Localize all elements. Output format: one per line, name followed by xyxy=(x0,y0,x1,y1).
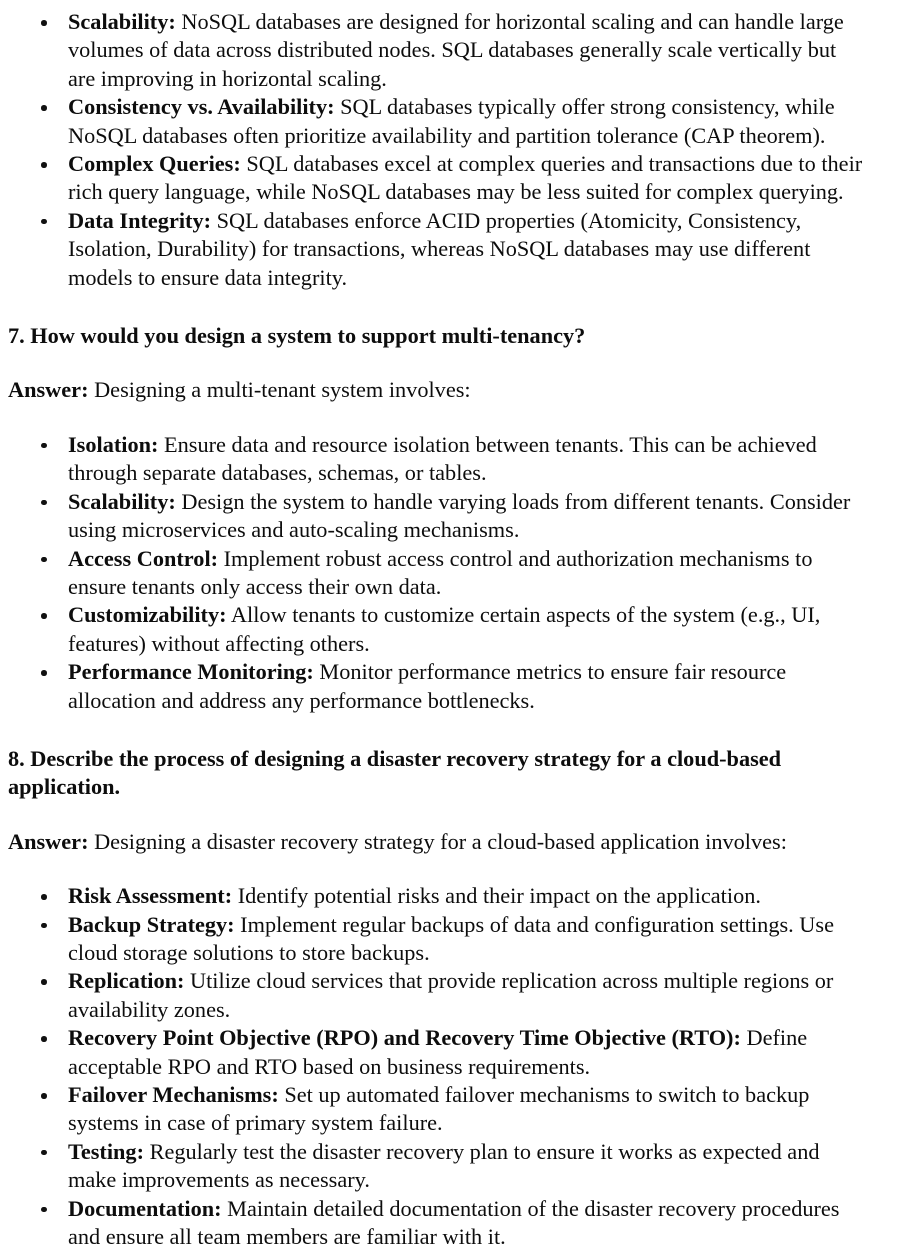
list-item xyxy=(0,207,912,292)
question-7-answer xyxy=(0,376,912,404)
bullet-text: Monitor performance metrics to ensure fair resource allocation and address any performance bottlenecks. xyxy=(68,659,787,713)
bullet-term: Access Control: xyxy=(68,545,219,571)
section-gap xyxy=(0,715,912,745)
list-item xyxy=(0,8,912,93)
bullet-term: Performance Monitoring: xyxy=(68,659,314,685)
bullet-term: Failover Mechanisms: xyxy=(68,1082,279,1107)
bullet-term: Isolation: xyxy=(68,431,159,457)
bullet-term: Customizability: xyxy=(68,602,227,628)
answer-label: Answer: xyxy=(8,377,89,403)
sql-nosql-bullet-list xyxy=(0,8,912,292)
list-item xyxy=(0,150,912,207)
list-item xyxy=(0,658,912,715)
list-item xyxy=(0,882,912,910)
bullet-text: NoSQL databases are designed for horizontal scaling and can handle large volumes of data across distributed nodes. SQL databases generally scale vertically but are improving in horizontal scaling. xyxy=(68,9,844,91)
bullet-term: Complex Queries: xyxy=(68,151,241,177)
bullet-text: Allow tenants to customize certain aspects of the system (e.g., UI, features) without affecting others. xyxy=(68,602,821,656)
list-item xyxy=(0,1138,912,1195)
list-item xyxy=(0,1081,912,1138)
question-8-bullet-list xyxy=(0,882,912,1251)
bullet-text: Implement regular backups of data and configuration settings. Use cloud storage solutions to store backups. xyxy=(68,911,834,965)
question-7-heading: 7. How would you design a system to support multi-tenancy? xyxy=(8,323,586,349)
list-item xyxy=(0,93,912,150)
bullet-term: Testing: xyxy=(68,1138,144,1164)
bullet-term: Backup Strategy: xyxy=(68,911,235,937)
bullet-text: Set up automated failover mechanisms to switch to backup systems in case of primary system failure. xyxy=(68,1082,810,1136)
bullet-text: Ensure data and resource isolation between tenants. This can be achieved through separate databases, schemas, or tables. xyxy=(68,431,817,486)
question-8-answer xyxy=(0,828,912,856)
heading-answer-gap xyxy=(0,350,912,376)
list-item xyxy=(0,1024,912,1081)
bullet-term: Replication: xyxy=(68,968,185,994)
question-7-bullet-list xyxy=(0,431,912,715)
bullet-term: Risk Assessment: xyxy=(68,883,233,909)
list-item xyxy=(0,1195,912,1251)
bullet-text: SQL databases typically offer strong consistency, while NoSQL databases often prioritize availability and partition tolerance (CAP theorem). xyxy=(68,94,835,148)
list-item xyxy=(0,431,912,488)
bullet-text: Utilize cloud services that provide replication across multiple regions or availability zones. xyxy=(68,968,834,1022)
answer-list-gap xyxy=(0,405,912,431)
answer-text: Designing a disaster recovery strategy for a cloud-based application involves: xyxy=(88,828,787,854)
bullet-text: SQL databases excel at complex queries and transactions due to their rich query language, while NoSQL databases may be less suited for complex querying. xyxy=(68,151,863,205)
bullet-text: Define acceptable RPO and RTO based on business requirements. xyxy=(68,1025,808,1079)
bullet-term: Documentation: xyxy=(68,1195,222,1221)
bullet-term: Scalability: xyxy=(68,488,176,514)
heading-answer-gap xyxy=(0,802,912,828)
bullet-text: Design the system to handle varying loads from different tenants. Consider using microservices and auto-scaling mechanisms. xyxy=(68,488,851,543)
bullet-term: Data Integrity: xyxy=(68,207,212,233)
bullet-text: Identify potential risks and their impact on the application. xyxy=(232,883,761,909)
bullet-term: Scalability: xyxy=(68,9,176,34)
list-item xyxy=(0,967,912,1024)
list-item xyxy=(0,911,912,968)
question-8-heading: 8. Describe the process of designing a disaster recovery strategy for a cloud-based application. xyxy=(8,745,782,800)
bullet-term: Consistency vs. Availability: xyxy=(68,94,335,120)
answer-text: Designing a multi-tenant system involves: xyxy=(88,377,471,403)
list-item xyxy=(0,601,912,658)
bullet-term: Recovery Point Objective (RPO) and Recovery Time Objective (RTO): xyxy=(68,1025,741,1051)
bullet-text: Implement robust access control and authorization mechanisms to ensure tenants only access their own data. xyxy=(68,545,813,599)
list-item xyxy=(0,488,912,545)
answer-label: Answer: xyxy=(8,828,89,854)
answer-list-gap xyxy=(0,856,912,882)
list-item xyxy=(0,545,912,602)
section-gap xyxy=(0,292,912,322)
bullet-text: Maintain detailed documentation of the disaster recovery procedures and ensure all team members are familiar with it. xyxy=(68,1195,840,1250)
bullet-text: Regularly test the disaster recovery plan to ensure it works as expected and make improvements as necessary. xyxy=(68,1138,820,1193)
bullet-text: SQL databases enforce ACID properties (Atomicity, Consistency, Isolation, Durability) for transactions, whereas NoSQL databases may use different models to ensure data integrity. xyxy=(68,207,811,290)
